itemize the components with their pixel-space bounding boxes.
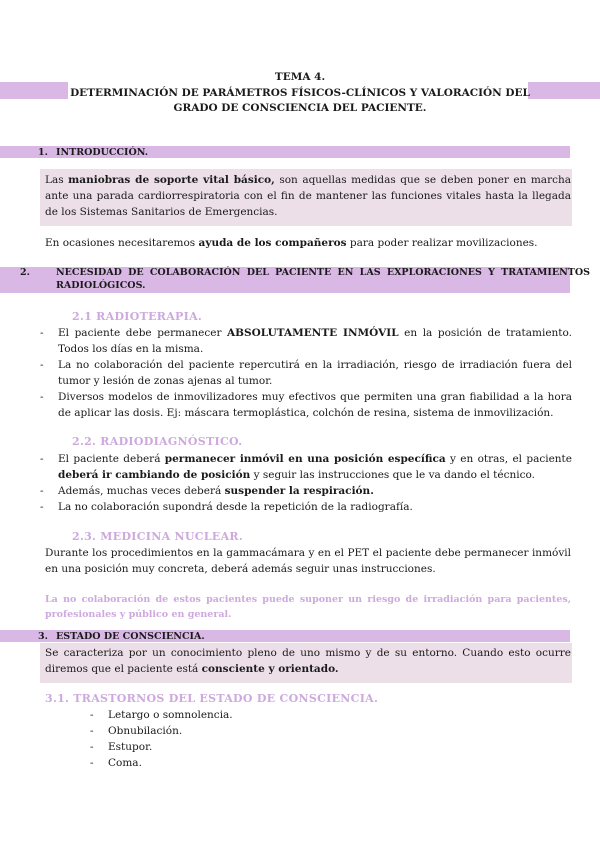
radiodiagnostico-item-2: Además, muchas veces deberá suspender la respiración. [58,485,374,497]
intro-bold: maniobras de soporte vital básico, [68,174,275,186]
dash-marker: - [40,453,44,465]
disorder-item: Estupor. [108,741,153,753]
section-3-title: ESTADO DE CONSCIENCIA. [56,631,205,642]
medicina-nuclear-paragraph: Durante los procedimientos en la gammacámara y en el PET el paciente debe permanecer inmóvil en una posición muy concreta, deberá además seguir unas instrucciones. [45,547,571,575]
subsection-2-3-title: 2.3. MEDICINA NUCLEAR. [72,530,243,543]
dash-marker: - [40,327,44,339]
dash-marker: - [40,501,44,513]
section-1-heading [38,146,570,159]
page-title-line2: DETERMINACIÓN DE PARÁMETROS FÍSICOS-CLÍNICOS Y VALORACIÓN DEL [70,87,530,99]
section-2-number: 2. [20,267,30,278]
radioterapia-item-1: El paciente debe permanecer ABSOLUTAMENTE INMÓVIL en la posición de tratamiento. Todos los días en la misma. [58,327,572,355]
radioterapia-item-3: Diversos modelos de inmovilizadores muy efectivos que permiten una gran fiabilidad a la hora de aplicar las dosis. Ej: máscara termoplástica, colchón de resina, sistema de inmovilización. [58,391,572,419]
radioterapia-item-2: La no colaboración del paciente repercutirá en la irradiación, riesgo de irradiación fuera del tumor y lesión de zonas ajenas al tumor. [58,359,572,387]
dash-marker: - [40,359,44,371]
subsection-3-1-title: 3.1. TRASTORNOS DEL ESTADO DE CONSCIENCIA. [45,692,379,705]
consciousness-bold: consciente y orientado. [201,663,339,675]
dash-marker: - [90,741,94,753]
dash-marker: - [40,391,44,403]
dash-marker: - [40,485,44,497]
disorder-item: Obnubilación. [108,725,183,737]
page-title-line1: TEMA 4. [274,71,326,83]
collaboration-note: La no colaboración de estos pacientes puede suponer un riesgo de irradiación para pacientes, profesionales y público en general. [45,594,571,620]
consciousness-paragraph: Se caracteriza por un conocimiento pleno de uno mismo y de su entorno. Cuando esto ocurre diremos que el paciente está consciente y orientado. [45,647,571,675]
page-title-line3: GRADO DE CONSCIENCIA DEL PACIENTE. [173,102,427,114]
section-1-number: 1. [38,147,48,158]
section-2-title: NECESIDAD DE COLABORACIÓN DEL PACIENTE EN LAS EXPLORACIONES Y TRATAMIENTOS RADIOLÓGICOS. [56,267,590,291]
section-2-heading [20,266,590,292]
radiodiagnostico-item-3: La no colaboración supondrá desde la repetición de la radiografía. [58,501,413,513]
subsection-2-1-title: 2.1 RADIOTERAPIA. [72,310,203,323]
help-paragraph: En ocasiones necesitaremos ayuda de los compañeros para poder realizar movilizaciones. [45,237,538,249]
help-bold: ayuda de los compañeros [198,237,347,249]
section-3-number: 3. [38,631,48,642]
disorder-item: Letargo o somnolencia. [108,709,233,721]
radiodiagnostico-item-1: El paciente deberá permanecer inmóvil en una posición específica y en otras, el paciente deberá ir cambiando de posición y seguir las instrucciones que le va dando el técnico. [58,453,572,481]
dash-marker: - [90,709,94,721]
subsection-2-2-title: 2.2. RADIODIAGNÓSTICO. [72,435,243,448]
intro-paragraph: Las maniobras de soporte vital básico, son aquellas medidas que se deben poner en marcha ante una parada cardiorrespiratoria con el fin de mantener las funciones vitales hasta la llegada de los Sistemas Sanitarios de Emergencias. [45,174,571,218]
section-3-heading [38,630,570,643]
dash-marker: - [90,725,94,737]
dash-marker: - [90,757,94,769]
section-1-title: INTRODUCCIÓN. [56,147,149,158]
disorder-item: Coma. [108,757,142,769]
